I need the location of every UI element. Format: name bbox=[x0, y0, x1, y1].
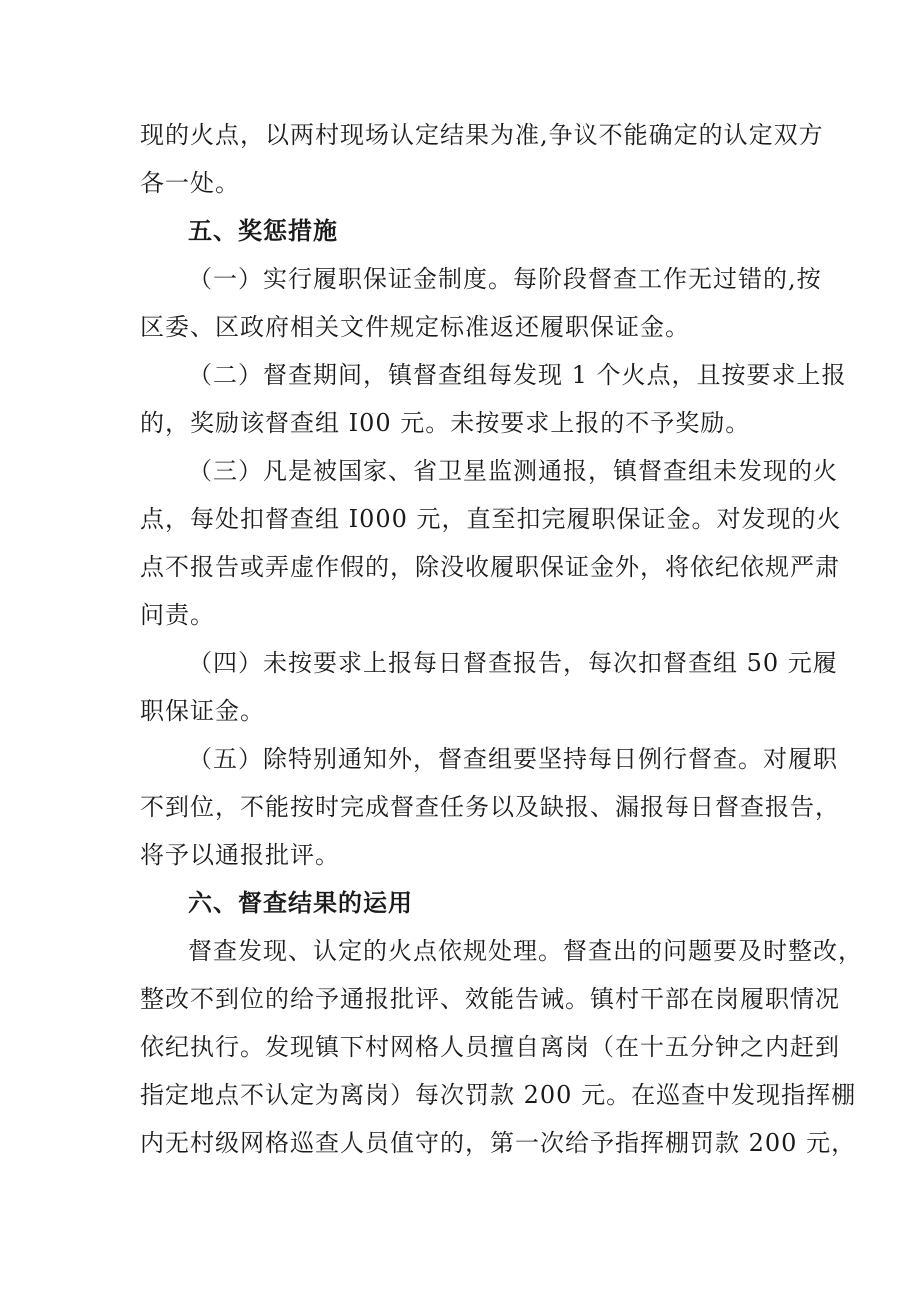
paragraph-line: 问责。 bbox=[140, 601, 215, 629]
paragraph-line: 督查发现、认定的火点依规处理。督查出的问题要及时整改， bbox=[188, 937, 863, 965]
paragraph-line: 点不报告或弄虚作假的，除没收履职保证金外，将依纪依规严肃 bbox=[140, 553, 840, 581]
paragraph-line: （二）督查期间，镇督查组每发现 1 个火点，且按要求上报 bbox=[188, 361, 847, 389]
paragraph-line: 将予以通报批评。 bbox=[140, 841, 340, 869]
paragraph-line: （五）除特别通知外，督查组要坚持每日例行督查。对履职 bbox=[188, 745, 838, 773]
paragraph-line: 不到位，不能按时完成督查任务以及缺报、漏报每日督查报告， bbox=[140, 793, 840, 821]
section-heading-rewards-penalties: 五、奖惩措施 bbox=[188, 217, 338, 245]
paragraph-line: 职保证金。 bbox=[140, 697, 265, 725]
section-heading-results-application: 六、督查结果的运用 bbox=[188, 889, 413, 917]
paragraph-line: 现的火点，以两村现场认定结果为准,争议不能确定的认定双方 bbox=[140, 121, 824, 149]
paragraph-line: 指定地点不认定为离岗）每次罚款 200 元。在巡查中发现指挥棚 bbox=[140, 1081, 857, 1109]
paragraph-line: 区委、区政府相关文件规定标准返还履职保证金。 bbox=[140, 313, 690, 341]
paragraph-line: 依纪执行。发现镇下村网格人员擅自离岗（在十五分钟之内赶到 bbox=[140, 1033, 840, 1061]
paragraph-line: 内无村级网格巡查人员值守的，第一次给予指挥棚罚款 200 元， bbox=[140, 1129, 857, 1157]
paragraph-line: （四）未按要求上报每日督查报告，每次扣督查组 50 元履 bbox=[188, 649, 838, 677]
paragraph-line: 点，每处扣督查组 I000 元，直至扣完履职保证金。对发现的火 bbox=[140, 505, 842, 533]
paragraph-line: 各一处。 bbox=[140, 169, 240, 197]
paragraph-line: （一）实行履职保证金制度。每阶段督查工作无过错的,按 bbox=[188, 265, 822, 293]
paragraph-line: 的，奖励该督查组 I00 元。未按要求上报的不予奖励。 bbox=[140, 409, 751, 437]
paragraph-line: 整改不到位的给予通报批评、效能告诫。镇村干部在岗履职情况 bbox=[140, 985, 840, 1013]
paragraph-line: （三）凡是被国家、省卫星监测通报，镇督查组未发现的火 bbox=[188, 457, 838, 485]
